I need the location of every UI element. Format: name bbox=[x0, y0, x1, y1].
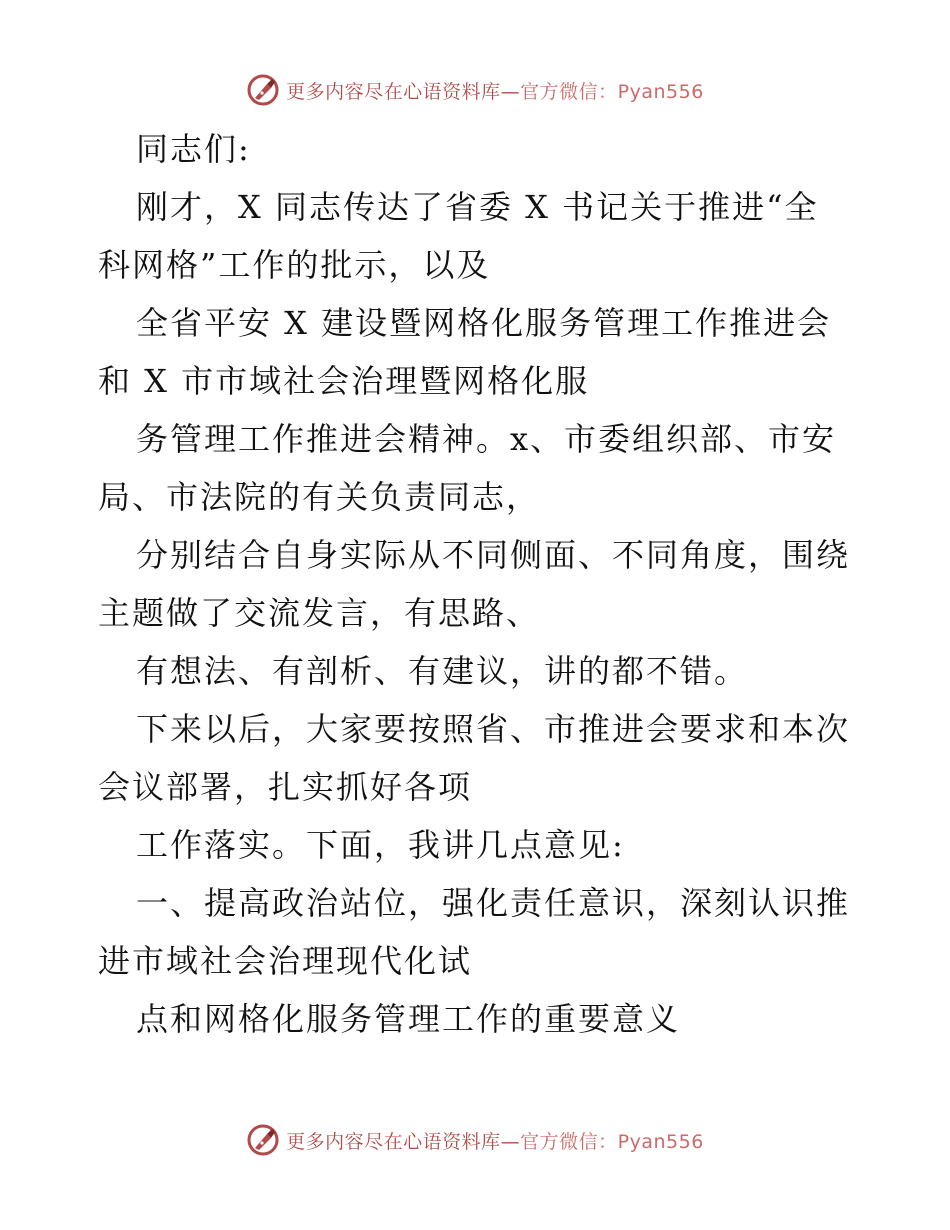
body-text-line: 务管理工作推进会精神。x、市委组织部、市安 bbox=[136, 420, 837, 458]
body-text-line: 同志们: bbox=[136, 130, 251, 168]
body-text-line: 局、市法院的有关负责同志， bbox=[98, 478, 541, 516]
document-body bbox=[98, 120, 858, 1048]
watermark-text bbox=[286, 1127, 704, 1154]
watermark-wechat-text: 官方微信：Pyan556 bbox=[520, 80, 704, 103]
watermark-main-text: 更多内容尽在心语资料库— bbox=[286, 80, 521, 103]
body-text-line: 全省平安 X 建设暨网格化服务管理工作推进会 bbox=[136, 304, 832, 342]
footer-watermark bbox=[0, 1120, 950, 1160]
pen-nib-logo-icon bbox=[246, 73, 280, 107]
body-text-line: 工作落实。下面，我讲几点意见: bbox=[136, 826, 625, 864]
header-watermark bbox=[0, 70, 950, 110]
pen-nib-logo-icon bbox=[246, 1123, 280, 1157]
watermark-main-text: 更多内容尽在心语资料库— bbox=[286, 1130, 521, 1153]
body-text-line: 会议部署，扎实抓好各项 bbox=[98, 768, 473, 806]
body-text-line: 下来以后，大家要按照省、市推进会要求和本次 bbox=[136, 710, 851, 748]
body-text-line: 分别结合自身实际从不同侧面、不同角度，围绕 bbox=[136, 536, 851, 574]
body-text-line: 刚才，X 同志传达了省委 X 书记关于推进“全 bbox=[136, 188, 819, 226]
watermark-text bbox=[286, 77, 704, 104]
body-text-line: 点和网格化服务管理工作的重要意义 bbox=[136, 1000, 681, 1038]
body-text-line: 和 X 市市域社会治理暨网格化服 bbox=[98, 362, 590, 400]
body-text-line: 科网格”工作的批示，以及 bbox=[98, 246, 491, 284]
watermark-wechat-text: 官方微信：Pyan556 bbox=[520, 1130, 704, 1153]
body-text-line: 一、提高政治站位，强化责任意识，深刻认识推 bbox=[136, 884, 851, 922]
body-text-line: 进市域社会治理现代化试 bbox=[98, 942, 473, 980]
body-text-line: 主题做了交流发言，有思路、 bbox=[98, 594, 541, 632]
body-text-line: 有想法、有剖析、有建议，讲的都不错。 bbox=[136, 652, 749, 690]
